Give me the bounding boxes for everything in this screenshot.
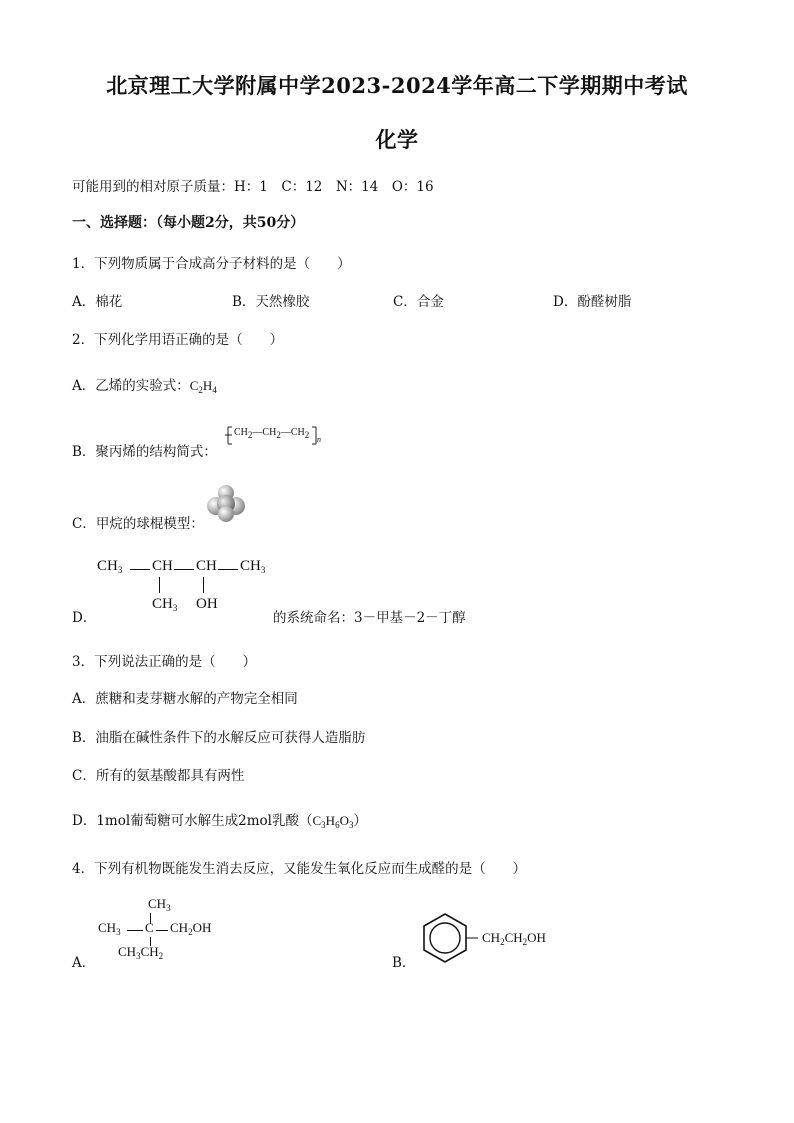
polymer-subscript-n: n — [317, 435, 321, 444]
butanol-structure — [97, 558, 277, 618]
polymer-structure — [224, 424, 324, 448]
q4a-center-c: C — [145, 920, 154, 935]
q1-option-b: B．天然橡胶 — [232, 294, 310, 310]
bond-down-1 — [159, 577, 160, 593]
methane-ball-model-icon — [206, 484, 246, 524]
bond-2 — [174, 569, 194, 570]
q3-option-a: A．蔗糖和麦芽糖水解的产物完全相同 — [72, 691, 298, 707]
struct-ch3-branch: $CH_3$ — [152, 596, 178, 613]
q1-option-c: C．合金 — [393, 294, 444, 310]
q4a-right-ch2oh: $CH_2OH$ — [170, 920, 212, 937]
q2-option-a — [72, 374, 217, 395]
q4-option-a-label: A． — [72, 955, 96, 971]
question-1-stem: 1．下列物质属于合成高分子材料的是（ ） — [72, 256, 351, 272]
q2-option-c: C．甲烷的球棍模型： — [72, 516, 204, 532]
q2-option-d-label: D． — [72, 610, 97, 626]
q4a-left-ch3: $CH_3$ — [98, 920, 121, 937]
q4-option-b-label: B． — [392, 955, 416, 971]
q4a-bottom-ch3ch2: $CH_3CH_2$ — [118, 944, 164, 961]
struct-ch-2: CH — [152, 558, 173, 574]
struct-oh-branch: OH — [196, 596, 218, 612]
q3-option-c: C．所有的氨基酸都具有两性 — [72, 768, 245, 784]
subject-title: 化学 — [375, 127, 419, 152]
bond-3 — [218, 569, 238, 570]
question-4-stem: 4．下列有机物既能发生消去反应，又能发生氧化反应而生成醛的是（ ） — [72, 861, 527, 877]
q2-option-d-text: 的系统命名：3－甲基－2－丁醇 — [273, 610, 466, 626]
question-3-stem: 3．下列说法正确的是（ ） — [72, 654, 257, 670]
q1-option-a: A．棉花 — [72, 294, 123, 310]
ethylene-formula: $C_2H_4$ — [189, 378, 217, 395]
polymer-units: $CH_2—CH_2—CH_2$ — [234, 427, 310, 440]
question-2-stem: 2．下列化学用语正确的是（ ） — [72, 332, 284, 348]
q1-option-d: D．酚醛树脂 — [553, 294, 632, 310]
atomic-masses: 可能用到的相对原子质量：H：1 C：12 N：14 O：16 — [72, 179, 434, 195]
struct-ch-3: CH — [196, 558, 217, 574]
q3-option-d-prefix: D．1mol葡萄糖可水解生成2mol乳酸（ — [72, 813, 313, 829]
exam-title: 北京理工大学附属中学2023-2024学年高二下学期期中考试 — [106, 73, 688, 98]
q4-a-structure — [98, 896, 238, 966]
q4a-top-ch3: $CH_3$ — [148, 896, 171, 913]
q4b-side-chain: $CH_2CH_2OH$ — [482, 930, 546, 947]
q2-option-b: B．聚丙烯的结构简式： — [72, 444, 217, 460]
struct-ch3-left: $CH_3$ — [97, 558, 123, 575]
lactic-acid-formula: $C_3H_6O_3$ — [312, 813, 354, 830]
bond-1 — [130, 569, 150, 570]
struct-ch3-right: $CH_3$ — [240, 558, 266, 575]
q3-option-d-suffix: ） — [353, 813, 367, 829]
q4a-bond-right — [156, 930, 168, 931]
q3-option-b: B．油脂在碱性条件下的水解反应可获得人造脂肪 — [72, 730, 366, 746]
bond-down-2 — [203, 577, 204, 593]
benzene-ring-icon — [420, 911, 480, 965]
section-heading: 一、选择题：（每小题2分，共50分） — [72, 215, 305, 231]
q4a-bond-left — [127, 930, 143, 931]
q2-option-a-label: A．乙烯的实验式： — [72, 378, 190, 394]
q3-option-d — [72, 809, 367, 830]
